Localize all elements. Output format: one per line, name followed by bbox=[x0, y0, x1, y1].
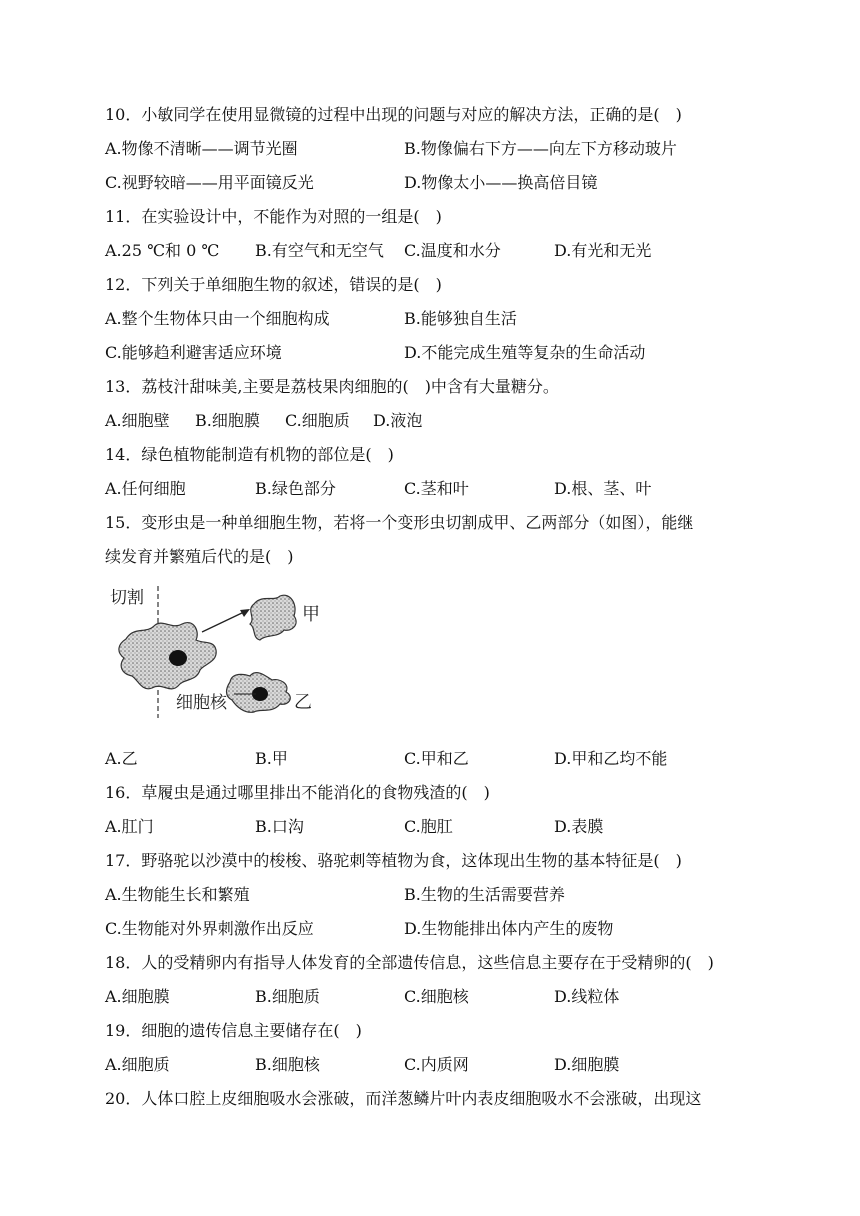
option-d[interactable]: D.物像太小——换高倍目镜 bbox=[404, 173, 598, 192]
option-d[interactable]: D.液泡 bbox=[373, 411, 423, 430]
option-c[interactable]: C.内质网 bbox=[404, 1055, 469, 1074]
option-b[interactable]: B.甲 bbox=[255, 749, 288, 768]
question-12-options-row-1 bbox=[105, 306, 765, 332]
cut-label: 切割 bbox=[110, 588, 144, 608]
option-a[interactable]: A.任何细胞 bbox=[105, 479, 186, 498]
option-b[interactable]: B.有空气和无空气 bbox=[255, 241, 384, 260]
question-16-stem: 16．草履虫是通过哪里排出不能消化的食物残渣的( ) bbox=[105, 783, 490, 802]
question-14-options bbox=[105, 476, 765, 502]
option-a[interactable]: A.物像不清晰——调节光圈 bbox=[105, 139, 298, 158]
question-17-options-row-1 bbox=[105, 882, 765, 908]
question-15-options bbox=[105, 746, 765, 772]
option-d[interactable]: D.甲和乙均不能 bbox=[554, 749, 668, 768]
question-11-stem: 11．在实验设计中，不能作为对照的一组是( ) bbox=[105, 207, 442, 226]
option-c[interactable]: C.细胞质 bbox=[285, 411, 350, 430]
option-b[interactable]: B.绿色部分 bbox=[255, 479, 336, 498]
question-13-stem: 13．荔枝汁甜味美,主要是荔枝果肉细胞的( )中含有大量糖分。 bbox=[105, 377, 559, 396]
option-c[interactable]: C.甲和乙 bbox=[404, 749, 469, 768]
option-b[interactable]: B.生物的生活需要营养 bbox=[404, 885, 565, 904]
question-19-stem: 19．细胞的遗传信息主要储存在( ) bbox=[105, 1021, 362, 1040]
question-10-stem: 10．小敏同学在使用显微镜的过程中出现的问题与对应的解决方法，正确的是( ) bbox=[105, 105, 682, 124]
question-11-options bbox=[105, 238, 765, 264]
label-nucleus: 细胞核 bbox=[176, 693, 227, 713]
question-15-stem-continued: 续发育并繁殖后代的是( ) bbox=[105, 547, 294, 566]
question-20-stem: 20．人体口腔上皮细胞吸水会涨破，而洋葱鳞片叶内表皮细胞吸水不会涨破，出现这 bbox=[105, 1089, 702, 1108]
option-d[interactable]: D.生物能排出体内产生的废物 bbox=[404, 919, 614, 938]
option-c[interactable]: C.细胞核 bbox=[404, 987, 469, 1006]
option-a[interactable]: A.乙 bbox=[105, 749, 138, 768]
option-b[interactable]: B.细胞核 bbox=[255, 1055, 320, 1074]
option-c[interactable]: C.能够趋利避害适应环境 bbox=[105, 343, 282, 362]
label-yi: 乙 bbox=[294, 692, 312, 713]
question-18-options bbox=[105, 984, 765, 1010]
option-d[interactable]: D.线粒体 bbox=[554, 987, 620, 1006]
option-d[interactable]: D.根、茎、叶 bbox=[554, 479, 652, 498]
option-a[interactable]: A.肛门 bbox=[105, 817, 154, 836]
question-18-stem: 18．人的受精卵内有指导人体发育的全部遗传信息，这些信息主要存在于受精卵的( ) bbox=[105, 953, 714, 972]
option-a[interactable]: A.细胞壁 bbox=[105, 411, 170, 430]
option-b[interactable]: B.细胞质 bbox=[255, 987, 320, 1006]
option-d[interactable]: D.细胞膜 bbox=[554, 1055, 620, 1074]
question-10-options-row-1 bbox=[105, 136, 765, 162]
question-12-stem: 12．下列关于单细胞生物的叙述，错误的是( ) bbox=[105, 275, 442, 294]
nucleus-whole bbox=[169, 650, 187, 666]
question-12-options-row-2 bbox=[105, 340, 765, 366]
option-a[interactable]: A.细胞膜 bbox=[105, 987, 170, 1006]
option-c[interactable]: C.视野较暗——用平面镜反光 bbox=[105, 173, 314, 192]
question-13-options bbox=[105, 408, 765, 434]
label-jia: 甲 bbox=[302, 604, 320, 625]
option-c[interactable]: C.温度和水分 bbox=[404, 241, 501, 260]
option-c[interactable]: C.茎和叶 bbox=[404, 479, 469, 498]
option-b[interactable]: B.细胞膜 bbox=[195, 411, 260, 430]
question-17-stem: 17．野骆驼以沙漠中的梭梭、骆驼刺等植物为食，这体现出生物的基本特征是( ) bbox=[105, 851, 682, 870]
option-a[interactable]: A.整个生物体只由一个细胞构成 bbox=[105, 309, 330, 328]
question-14-stem: 14．绿色植物能制造有机物的部位是( ) bbox=[105, 445, 394, 464]
amoeba-cut-figure bbox=[104, 582, 344, 722]
option-a[interactable]: A.生物能生长和繁殖 bbox=[105, 885, 250, 904]
option-b[interactable]: B.物像偏右下方——向左下方移动玻片 bbox=[404, 139, 677, 158]
option-b[interactable]: B.口沟 bbox=[255, 817, 304, 836]
option-b[interactable]: B.能够独自生活 bbox=[404, 309, 517, 328]
option-d[interactable]: D.有光和无光 bbox=[554, 241, 652, 260]
question-19-options bbox=[105, 1052, 765, 1078]
amoeba-whole bbox=[119, 623, 216, 689]
question-17-options-row-2 bbox=[105, 916, 765, 942]
question-15-stem: 15．变形虫是一种单细胞生物，若将一个变形虫切割成甲、乙两部分（如图），能继 bbox=[105, 513, 694, 532]
question-16-options bbox=[105, 814, 765, 840]
arrow bbox=[202, 612, 244, 632]
option-d[interactable]: D.表膜 bbox=[554, 817, 604, 836]
question-10-options-row-2 bbox=[105, 170, 765, 196]
option-a[interactable]: A.细胞质 bbox=[105, 1055, 170, 1074]
option-c[interactable]: C.胞肛 bbox=[404, 817, 453, 836]
option-c[interactable]: C.生物能对外界刺激作出反应 bbox=[105, 919, 314, 938]
option-a[interactable]: A.25 ℃和 0 ℃ bbox=[105, 241, 220, 260]
amoeba-piece-jia bbox=[250, 595, 296, 640]
option-d[interactable]: D.不能完成生殖等复杂的生命活动 bbox=[404, 343, 646, 362]
